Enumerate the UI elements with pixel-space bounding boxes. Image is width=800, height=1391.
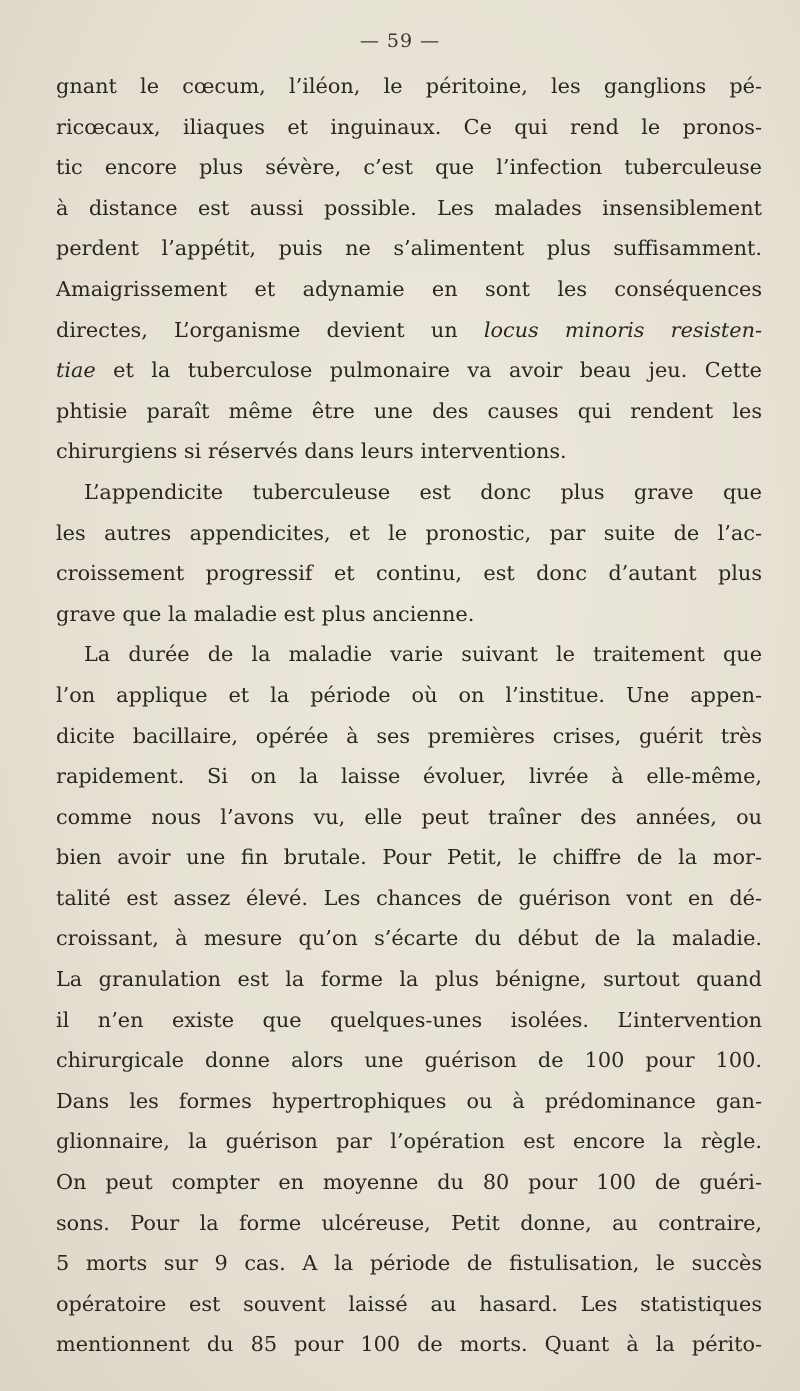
text-line-4: à distance est aussi possible. Les malades insensiblement	[56, 195, 762, 220]
text-line-21: talité est assez élevé. Les chances de guérison vont en dé-	[56, 885, 762, 910]
text-line-30: 5 morts sur 9 cas. A la période de fistulisation, le succès	[56, 1251, 762, 1276]
text-line-6: Amaigrissement et adynamie en sont les conséquences	[56, 276, 762, 301]
text-line-24: il n’en existe que quelques-unes isolées. L’intervention	[56, 1007, 762, 1032]
text-line-16: l’on applique et la période où on l’institue. Une appen-	[56, 682, 762, 707]
text-line-25: chirurgicale donne alors une guérison de 100 pour 100.	[56, 1048, 762, 1073]
text-line-1: gnant le cœcum, l’iléon, le péritoine, les ganglions pé-	[56, 74, 762, 98]
text-line-7-roman: directes, L’organisme devient un	[56, 317, 484, 342]
text-line-13: croissement progressif et continu, est donc d’autant plus	[56, 561, 762, 586]
text-line-14: grave que la maladie est plus ancienne.	[56, 601, 475, 626]
latin-phrase: locus minoris resisten-	[483, 317, 762, 342]
text-line-8	[56, 350, 762, 391]
text-line-15: La durée de la maladie varie suivant le traitement que	[84, 642, 762, 667]
text-line-32: mentionnent du 85 pour 100 de morts. Quant à la périto-	[56, 1332, 762, 1357]
text-line-26: Dans les formes hypertrophiques ou à prédominance gan-	[56, 1088, 762, 1113]
text-line-9: phtisie paraît même être une des causes qui rendent les	[56, 398, 762, 423]
body-text	[56, 66, 762, 1365]
text-line-23: La granulation est la forme la plus bénigne, surtout quand	[56, 967, 762, 992]
text-line-17: dicite bacillaire, opérée à ses premières crises, guérit très	[56, 723, 762, 748]
text-line-11: L’appendicite tuberculeuse est donc plus grave que	[84, 479, 762, 504]
text-line-19: comme nous l’avons vu, elle peut traîner des années, ou	[56, 804, 762, 829]
text-line-5: perdent l’appétit, puis ne s’alimentent plus suffisamment.	[56, 236, 762, 261]
text-line-3: tic encore plus sévère, c’est que l’infection tuberculeuse	[56, 155, 762, 180]
text-line-10: chirurgiens si réservés dans leurs interventions.	[56, 439, 567, 464]
text-line-20: bien avoir une fin brutale. Pour Petit, le chiffre de la mor-	[56, 845, 762, 870]
text-line-2: ricœcaux, iliaques et inguinaux. Ce qui rend le pronos-	[56, 114, 762, 139]
text-line-7	[56, 310, 762, 351]
text-line-18: rapidement. Si on la laisse évoluer, livrée à elle-même,	[56, 764, 762, 789]
latin-phrase-end: tiae	[56, 358, 96, 383]
text-line-28: On peut compter en moyenne du 80 pour 100 de guéri-	[56, 1170, 762, 1195]
text-line-31: opératoire est souvent laissé au hasard. Les statistiques	[56, 1291, 762, 1316]
text-line-27: glionnaire, la guérison par l’opération est encore la règle.	[56, 1129, 762, 1154]
text-line-8-roman: et la tuberculose pulmonaire va avoir beau jeu. Cette	[95, 358, 762, 383]
page-number: — 59 —	[359, 30, 441, 52]
text-line-22: croissant, à mesure qu’on s’écarte du début de la maladie.	[56, 926, 762, 951]
text-line-29: sons. Pour la forme ulcéreuse, Petit donne, au contraire,	[56, 1210, 762, 1235]
text-line-12: les autres appendicites, et le pronostic, par suite de l’ac-	[56, 520, 762, 545]
